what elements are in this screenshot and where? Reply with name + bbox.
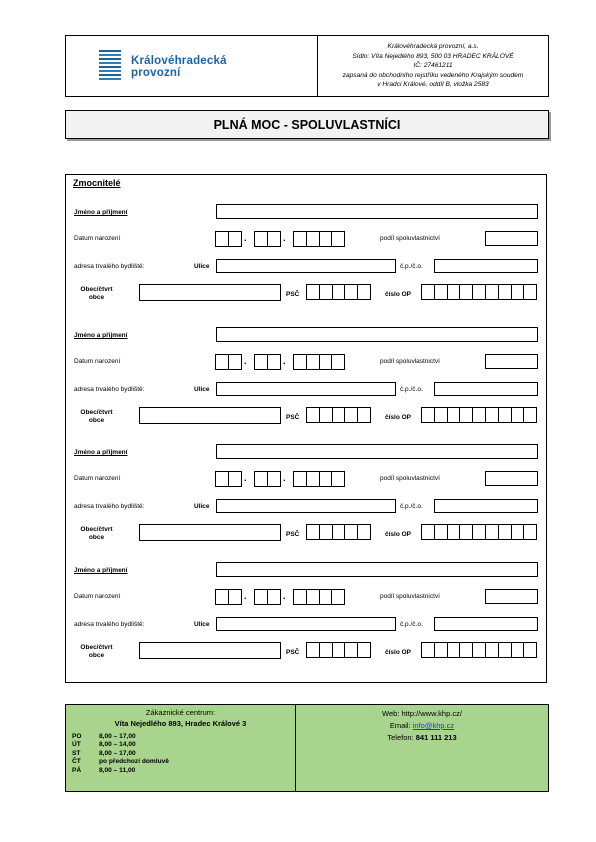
digit-cell[interactable] bbox=[307, 408, 320, 422]
email-link[interactable]: info@khp.cz bbox=[412, 721, 455, 730]
digit-cell[interactable] bbox=[345, 643, 358, 657]
digit-cell[interactable] bbox=[345, 408, 358, 422]
digit-cell[interactable] bbox=[448, 525, 461, 539]
street-field[interactable] bbox=[216, 382, 396, 396]
digit-cell[interactable] bbox=[333, 643, 346, 657]
birth-day-cells[interactable] bbox=[215, 354, 242, 370]
birth-day-cells[interactable] bbox=[215, 231, 242, 247]
hours-day: PÁ bbox=[72, 766, 82, 774]
digit-cell[interactable] bbox=[216, 355, 229, 369]
digit-cell[interactable] bbox=[320, 355, 333, 369]
address-label: adresa trvalého bydliště: bbox=[74, 386, 145, 393]
digit-cell[interactable] bbox=[473, 408, 486, 422]
digit-cell[interactable] bbox=[332, 590, 345, 604]
company-register: zapsaná do obchodního rejstříku vedeného Krajským soudem bbox=[342, 71, 524, 79]
digit-cell[interactable] bbox=[486, 408, 499, 422]
digit-cell[interactable] bbox=[255, 355, 268, 369]
id-card-cells[interactable] bbox=[421, 284, 537, 300]
digit-cell[interactable] bbox=[229, 232, 242, 246]
hours-row bbox=[66, 767, 295, 775]
zip-label: PSČ bbox=[286, 414, 300, 421]
birth-month-cells[interactable] bbox=[254, 589, 281, 605]
digit-cell[interactable] bbox=[255, 472, 268, 486]
id-card-label: číslo OP bbox=[385, 649, 412, 656]
district-label-2: obce bbox=[88, 417, 105, 424]
digit-cell[interactable] bbox=[332, 232, 345, 246]
date-separator: . bbox=[244, 473, 247, 483]
digit-cell[interactable] bbox=[307, 590, 320, 604]
name-label: Jméno a příjmení bbox=[74, 209, 128, 216]
date-separator: . bbox=[244, 591, 247, 601]
name-field[interactable] bbox=[216, 562, 538, 577]
name-label: Jméno a příjmení bbox=[74, 567, 128, 574]
birth-year-cells[interactable] bbox=[293, 471, 345, 487]
digit-cell[interactable] bbox=[216, 590, 229, 604]
share-label: podíl spoluvlastnictví bbox=[380, 358, 440, 365]
digit-cell[interactable] bbox=[307, 643, 320, 657]
digit-cell[interactable] bbox=[229, 590, 242, 604]
birth-year-cells[interactable] bbox=[293, 354, 345, 370]
logo-stripes-icon bbox=[99, 50, 121, 82]
company-logo bbox=[131, 55, 227, 79]
digit-cell[interactable] bbox=[255, 232, 268, 246]
digit-cell[interactable] bbox=[332, 355, 345, 369]
digit-cell[interactable] bbox=[320, 643, 333, 657]
share-label: podíl spoluvlastnictví bbox=[380, 593, 440, 600]
name-label: Jméno a příjmení bbox=[74, 449, 128, 456]
hours-time: po předchozí domluvě bbox=[99, 758, 169, 766]
street-field[interactable] bbox=[216, 259, 396, 273]
house-number-label: č.p./č.o. bbox=[400, 503, 423, 510]
web-label: Web: bbox=[382, 709, 400, 718]
digit-cell[interactable] bbox=[294, 355, 307, 369]
footer bbox=[65, 704, 549, 792]
digit-cell[interactable] bbox=[473, 525, 486, 539]
date-separator: . bbox=[283, 473, 286, 483]
digit-cell[interactable] bbox=[435, 408, 448, 422]
date-separator: . bbox=[283, 233, 286, 243]
digit-cell[interactable] bbox=[524, 525, 537, 539]
logo-line-1: Královéhradecká bbox=[131, 55, 227, 67]
id-card-cells[interactable] bbox=[421, 407, 537, 423]
digit-cell[interactable] bbox=[460, 285, 473, 299]
district-field[interactable] bbox=[139, 407, 281, 424]
house-number-field[interactable] bbox=[434, 259, 538, 273]
house-number-field[interactable] bbox=[434, 617, 538, 631]
email-label: Email: bbox=[389, 721, 411, 730]
digit-cell[interactable] bbox=[435, 643, 448, 657]
digit-cell[interactable] bbox=[229, 472, 242, 486]
name-field[interactable] bbox=[216, 444, 538, 459]
date-separator: . bbox=[283, 356, 286, 366]
digit-cell[interactable] bbox=[216, 472, 229, 486]
street-label: Ulice bbox=[194, 263, 210, 270]
digit-cell[interactable] bbox=[307, 232, 320, 246]
birth-month-cells[interactable] bbox=[254, 231, 281, 247]
street-label: Ulice bbox=[194, 621, 210, 628]
digit-cell[interactable] bbox=[268, 472, 281, 486]
digit-cell[interactable] bbox=[435, 285, 448, 299]
digit-cell[interactable] bbox=[216, 232, 229, 246]
digit-cell[interactable] bbox=[358, 643, 371, 657]
house-number-label: č.p./č.o. bbox=[400, 386, 423, 393]
digit-cell[interactable] bbox=[422, 525, 435, 539]
hours-time: 8,00 – 14,00 bbox=[99, 741, 136, 749]
digit-cell[interactable] bbox=[345, 285, 358, 299]
district-field[interactable] bbox=[139, 524, 281, 541]
digit-cell[interactable] bbox=[358, 525, 371, 539]
digit-cell[interactable] bbox=[486, 285, 499, 299]
web-line bbox=[296, 708, 548, 720]
digit-cell[interactable] bbox=[499, 643, 512, 657]
street-field[interactable] bbox=[216, 499, 396, 513]
hours-day: ČT bbox=[72, 758, 81, 766]
digit-cell[interactable] bbox=[320, 285, 333, 299]
hours-row bbox=[66, 733, 295, 741]
digit-cell[interactable] bbox=[294, 232, 307, 246]
zip-cells[interactable] bbox=[306, 524, 371, 540]
digit-cell[interactable] bbox=[333, 408, 346, 422]
id-card-cells[interactable] bbox=[421, 524, 537, 540]
birth-day-cells[interactable] bbox=[215, 471, 242, 487]
hours-day: ST bbox=[72, 749, 81, 757]
company-name: Královéhradecká provozní, a.s. bbox=[387, 43, 479, 50]
digit-cell[interactable] bbox=[499, 408, 512, 422]
id-card-label: číslo OP bbox=[385, 414, 412, 421]
share-field[interactable] bbox=[485, 231, 538, 246]
hours-row bbox=[66, 758, 295, 766]
digit-cell[interactable] bbox=[422, 285, 435, 299]
id-card-label: číslo OP bbox=[385, 291, 412, 298]
district-label-2: obce bbox=[88, 652, 105, 659]
digit-cell[interactable] bbox=[499, 285, 512, 299]
house-number-label: č.p./č.o. bbox=[400, 621, 423, 628]
birth-month-cells[interactable] bbox=[254, 354, 281, 370]
digit-cell[interactable] bbox=[333, 525, 346, 539]
zip-label: PSČ bbox=[286, 291, 300, 298]
district-label: Obec/čtvrt bbox=[80, 526, 113, 533]
zip-cells[interactable] bbox=[306, 284, 371, 300]
address-label: adresa trvalého bydliště: bbox=[74, 263, 145, 270]
customer-center bbox=[66, 705, 296, 791]
zip-label: PSČ bbox=[286, 649, 300, 656]
digit-cell[interactable] bbox=[460, 643, 473, 657]
phone-line bbox=[296, 732, 548, 744]
digit-cell[interactable] bbox=[229, 355, 242, 369]
share-field[interactable] bbox=[485, 589, 538, 604]
name-field[interactable] bbox=[216, 204, 538, 219]
share-field[interactable] bbox=[485, 354, 538, 369]
id-card-label: číslo OP bbox=[385, 531, 412, 538]
zip-label: PSČ bbox=[286, 531, 300, 538]
digit-cell[interactable] bbox=[422, 408, 435, 422]
birth-date-label: Datum narození bbox=[74, 475, 121, 482]
date-separator: . bbox=[244, 233, 247, 243]
digit-cell[interactable] bbox=[486, 643, 499, 657]
company-id: IČ: 27461211 bbox=[413, 62, 453, 70]
digit-cell[interactable] bbox=[499, 525, 512, 539]
customer-center-title: Zákaznické centrum: bbox=[145, 708, 216, 717]
digit-cell[interactable] bbox=[320, 525, 333, 539]
district-label-2: obce bbox=[88, 534, 105, 541]
digit-cell[interactable] bbox=[345, 525, 358, 539]
street-field[interactable] bbox=[216, 617, 396, 631]
logo-line-2: provozní bbox=[131, 67, 181, 79]
digit-cell[interactable] bbox=[512, 643, 525, 657]
digit-cell[interactable] bbox=[294, 472, 307, 486]
birth-month-cells[interactable] bbox=[254, 471, 281, 487]
digit-cell[interactable] bbox=[422, 643, 435, 657]
district-label: Obec/čtvrt bbox=[80, 644, 113, 651]
digit-cell[interactable] bbox=[448, 408, 461, 422]
digit-cell[interactable] bbox=[268, 355, 281, 369]
digit-cell[interactable] bbox=[473, 643, 486, 657]
digit-cell[interactable] bbox=[486, 525, 499, 539]
digit-cell[interactable] bbox=[460, 408, 473, 422]
name-label: Jméno a příjmení bbox=[74, 332, 128, 339]
digit-cell[interactable] bbox=[307, 525, 320, 539]
section-title: Zmocnitelé bbox=[73, 178, 121, 188]
phone-number: 841 111 213 bbox=[415, 733, 457, 742]
phone-label: Telefon: bbox=[387, 733, 414, 742]
zip-cells[interactable] bbox=[306, 407, 371, 423]
digit-cell[interactable] bbox=[512, 408, 525, 422]
hours-day: ÚT bbox=[72, 741, 81, 749]
share-label: podíl spoluvlastnictví bbox=[380, 235, 440, 242]
id-card-cells[interactable] bbox=[421, 642, 537, 658]
digit-cell[interactable] bbox=[512, 525, 525, 539]
digit-cell[interactable] bbox=[524, 408, 537, 422]
digit-cell[interactable] bbox=[255, 590, 268, 604]
digit-cell[interactable] bbox=[268, 590, 281, 604]
share-label: podíl spoluvlastnictví bbox=[380, 475, 440, 482]
hours-row bbox=[66, 741, 295, 749]
house-number-label: č.p./č.o. bbox=[400, 263, 423, 270]
digit-cell[interactable] bbox=[294, 590, 307, 604]
document-title-box bbox=[65, 110, 549, 139]
company-seat: Sídlo: Víta Nejedlého 893, 500 03 HRADEC KRÁLOVÉ bbox=[352, 52, 514, 60]
digit-cell[interactable] bbox=[320, 590, 333, 604]
web-url[interactable]: http://www.khp.cz/ bbox=[401, 709, 462, 718]
digit-cell[interactable] bbox=[320, 232, 333, 246]
birth-date-label: Datum narození bbox=[74, 358, 121, 365]
digit-cell[interactable] bbox=[512, 285, 525, 299]
digit-cell[interactable] bbox=[524, 643, 537, 657]
birth-date-label: Datum narození bbox=[74, 235, 121, 242]
address-label: adresa trvalého bydliště: bbox=[74, 503, 145, 510]
digit-cell[interactable] bbox=[358, 285, 371, 299]
company-register-detail: v Hradci Králové, oddíl B, vložka 2583 bbox=[377, 81, 489, 89]
share-field[interactable] bbox=[485, 471, 538, 486]
document-title: PLNÁ MOC - SPOLUVLASTNÍCI bbox=[213, 117, 401, 132]
co-owners-form bbox=[65, 174, 547, 683]
digit-cell[interactable] bbox=[307, 472, 320, 486]
digit-cell[interactable] bbox=[307, 355, 320, 369]
digit-cell[interactable] bbox=[333, 285, 346, 299]
digit-cell[interactable] bbox=[524, 285, 537, 299]
digit-cell[interactable] bbox=[332, 472, 345, 486]
digit-cell[interactable] bbox=[460, 525, 473, 539]
digit-cell[interactable] bbox=[435, 525, 448, 539]
birth-year-cells[interactable] bbox=[293, 231, 345, 247]
date-separator: . bbox=[244, 356, 247, 366]
hours-time: 8,00 – 17,00 bbox=[99, 733, 136, 740]
hours-time: 8,00 – 11,00 bbox=[99, 766, 136, 774]
district-field[interactable] bbox=[139, 642, 281, 659]
birth-year-cells[interactable] bbox=[293, 589, 345, 605]
street-label: Ulice bbox=[194, 386, 210, 393]
date-separator: . bbox=[283, 591, 286, 601]
hours-time: 8,00 – 17,00 bbox=[99, 749, 136, 757]
district-field[interactable] bbox=[139, 284, 281, 301]
district-label-2: obce bbox=[88, 294, 105, 301]
district-label: Obec/čtvrt bbox=[80, 286, 113, 293]
digit-cell[interactable] bbox=[473, 285, 486, 299]
contact-info bbox=[296, 705, 548, 791]
opening-hours bbox=[66, 733, 295, 775]
digit-cell[interactable] bbox=[320, 408, 333, 422]
digit-cell[interactable] bbox=[448, 643, 461, 657]
customer-center-address: Víta Nejedlého 893, Hradec Králové 3 bbox=[114, 719, 247, 728]
letterhead bbox=[65, 35, 549, 97]
hours-day: PO bbox=[72, 733, 82, 740]
district-label: Obec/čtvrt bbox=[80, 409, 113, 416]
digit-cell[interactable] bbox=[358, 408, 371, 422]
digit-cell[interactable] bbox=[268, 232, 281, 246]
birth-date-label: Datum narození bbox=[74, 593, 121, 600]
email-line bbox=[296, 720, 548, 732]
digit-cell[interactable] bbox=[320, 472, 333, 486]
digit-cell[interactable] bbox=[307, 285, 320, 299]
house-number-field[interactable] bbox=[434, 382, 538, 396]
house-number-field[interactable] bbox=[434, 499, 538, 513]
zip-cells[interactable] bbox=[306, 642, 371, 658]
logo-cell bbox=[66, 36, 318, 96]
name-field[interactable] bbox=[216, 327, 538, 342]
digit-cell[interactable] bbox=[448, 285, 461, 299]
company-info bbox=[318, 36, 548, 96]
hours-row bbox=[66, 750, 295, 758]
address-label: adresa trvalého bydliště: bbox=[74, 621, 145, 628]
birth-day-cells[interactable] bbox=[215, 589, 242, 605]
street-label: Ulice bbox=[194, 503, 210, 510]
